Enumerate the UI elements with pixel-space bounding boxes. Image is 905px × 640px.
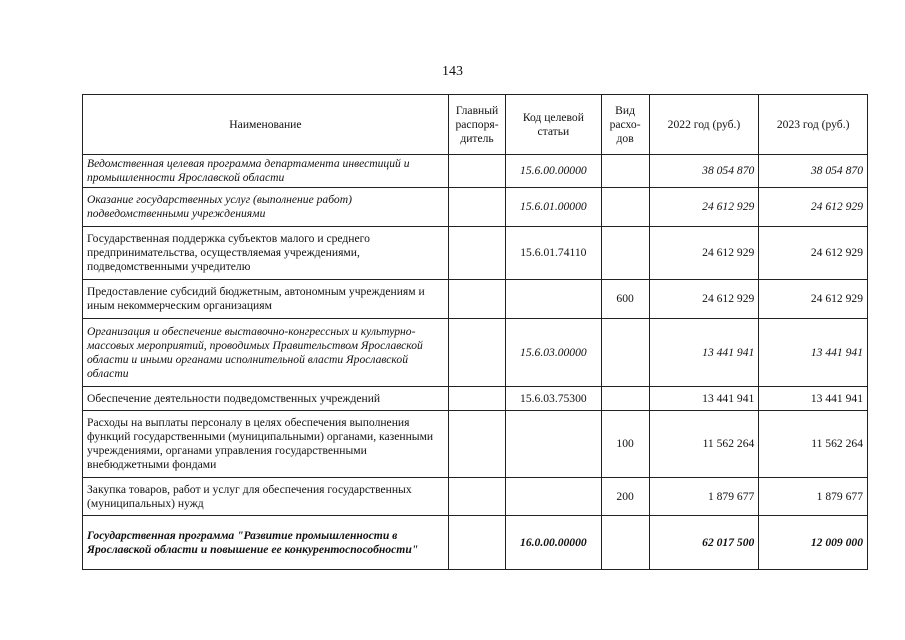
table-row xyxy=(83,227,868,280)
table-row xyxy=(83,188,868,227)
row-name: Закупка товаров, работ и услуг для обеспечения государственных (муниципальных) нужд xyxy=(83,478,449,516)
row-name: Предоставление субсидий бюджетным, автономным учреждениям и иным некоммерческим организациям xyxy=(83,280,449,319)
row-distributor xyxy=(448,227,505,280)
row-code xyxy=(506,280,601,319)
row-code: 15.6.00.00000 xyxy=(506,155,601,188)
row-value-2023: 13 441 941 xyxy=(759,319,868,387)
row-value-2022: 24 612 929 xyxy=(649,188,759,227)
row-distributor xyxy=(448,280,505,319)
row-distributor xyxy=(448,516,505,570)
row-type xyxy=(601,387,649,411)
row-code: 16.0.00.00000 xyxy=(506,516,601,570)
row-value-2023: 38 054 870 xyxy=(759,155,868,188)
row-value-2022: 11 562 264 xyxy=(649,411,759,478)
row-name: Организация и обеспечение выставочно-конгрессных и культурно-массовых мероприятий, проводимых Правительством Ярославской области и иными органами исполнительной власти Ярославской области xyxy=(83,319,449,387)
table-row xyxy=(83,387,868,411)
row-code: 15.6.01.74110 xyxy=(506,227,601,280)
row-distributor xyxy=(448,411,505,478)
row-code: 15.6.03.00000 xyxy=(506,319,601,387)
table-row xyxy=(83,155,868,188)
table-row xyxy=(83,516,868,570)
table-header-row xyxy=(83,95,868,155)
row-value-2023: 11 562 264 xyxy=(759,411,868,478)
row-value-2022: 62 017 500 xyxy=(649,516,759,570)
row-type xyxy=(601,155,649,188)
row-name: Обеспечение деятельности подведомственных учреждений xyxy=(83,387,449,411)
row-type xyxy=(601,319,649,387)
row-name: Государственная поддержка субъектов малого и среднего предпринимательства, осуществляемая учреждениями, подведомственными учредителю xyxy=(83,227,449,280)
row-value-2023: 12 009 000 xyxy=(759,516,868,570)
row-type xyxy=(601,516,649,570)
row-distributor xyxy=(448,478,505,516)
row-type: 100 xyxy=(601,411,649,478)
row-name: Оказание государственных услуг (выполнение работ) подведомственными учреждениями xyxy=(83,188,449,227)
row-value-2022: 38 054 870 xyxy=(649,155,759,188)
row-code xyxy=(506,478,601,516)
row-value-2023: 13 441 941 xyxy=(759,387,868,411)
row-type: 200 xyxy=(601,478,649,516)
table-row xyxy=(83,411,868,478)
row-value-2022: 24 612 929 xyxy=(649,280,759,319)
row-name: Государственная программа "Развитие промышленности в Ярославской области и повышение ее конкурентоспособности" xyxy=(83,516,449,570)
header-name: Наименование xyxy=(83,95,449,155)
row-value-2022: 13 441 941 xyxy=(649,387,759,411)
row-value-2022: 24 612 929 xyxy=(649,227,759,280)
row-value-2023: 24 612 929 xyxy=(759,227,868,280)
row-type xyxy=(601,227,649,280)
row-value-2023: 24 612 929 xyxy=(759,280,868,319)
row-distributor xyxy=(448,319,505,387)
header-distributor: Главный распоря-дитель xyxy=(448,95,505,155)
row-name: Расходы на выплаты персоналу в целях обеспечения выполнения функций государственными (муниципальными) органами, казенными учреждениями, органами управления государственными внебюджетными фондами xyxy=(83,411,449,478)
table-row xyxy=(83,280,868,319)
row-type xyxy=(601,188,649,227)
table-row xyxy=(83,478,868,516)
page-number: 143 xyxy=(442,64,463,79)
header-expense-type: Вид расхо-дов xyxy=(601,95,649,155)
header-year-2022: 2022 год (руб.) xyxy=(649,95,759,155)
row-value-2022: 1 879 677 xyxy=(649,478,759,516)
row-code xyxy=(506,411,601,478)
row-value-2023: 1 879 677 xyxy=(759,478,868,516)
row-value-2023: 24 612 929 xyxy=(759,188,868,227)
header-target-code: Код целевой статьи xyxy=(506,95,601,155)
row-code: 15.6.03.75300 xyxy=(506,387,601,411)
row-distributor xyxy=(448,155,505,188)
row-value-2022: 13 441 941 xyxy=(649,319,759,387)
budget-table xyxy=(82,94,868,570)
row-code: 15.6.01.00000 xyxy=(506,188,601,227)
row-distributor xyxy=(448,387,505,411)
row-distributor xyxy=(448,188,505,227)
row-name: Ведомственная целевая программа департамента инвестиций и промышленности Ярославской области xyxy=(83,155,449,188)
header-year-2023: 2023 год (руб.) xyxy=(759,95,868,155)
table-row xyxy=(83,319,868,387)
row-type: 600 xyxy=(601,280,649,319)
